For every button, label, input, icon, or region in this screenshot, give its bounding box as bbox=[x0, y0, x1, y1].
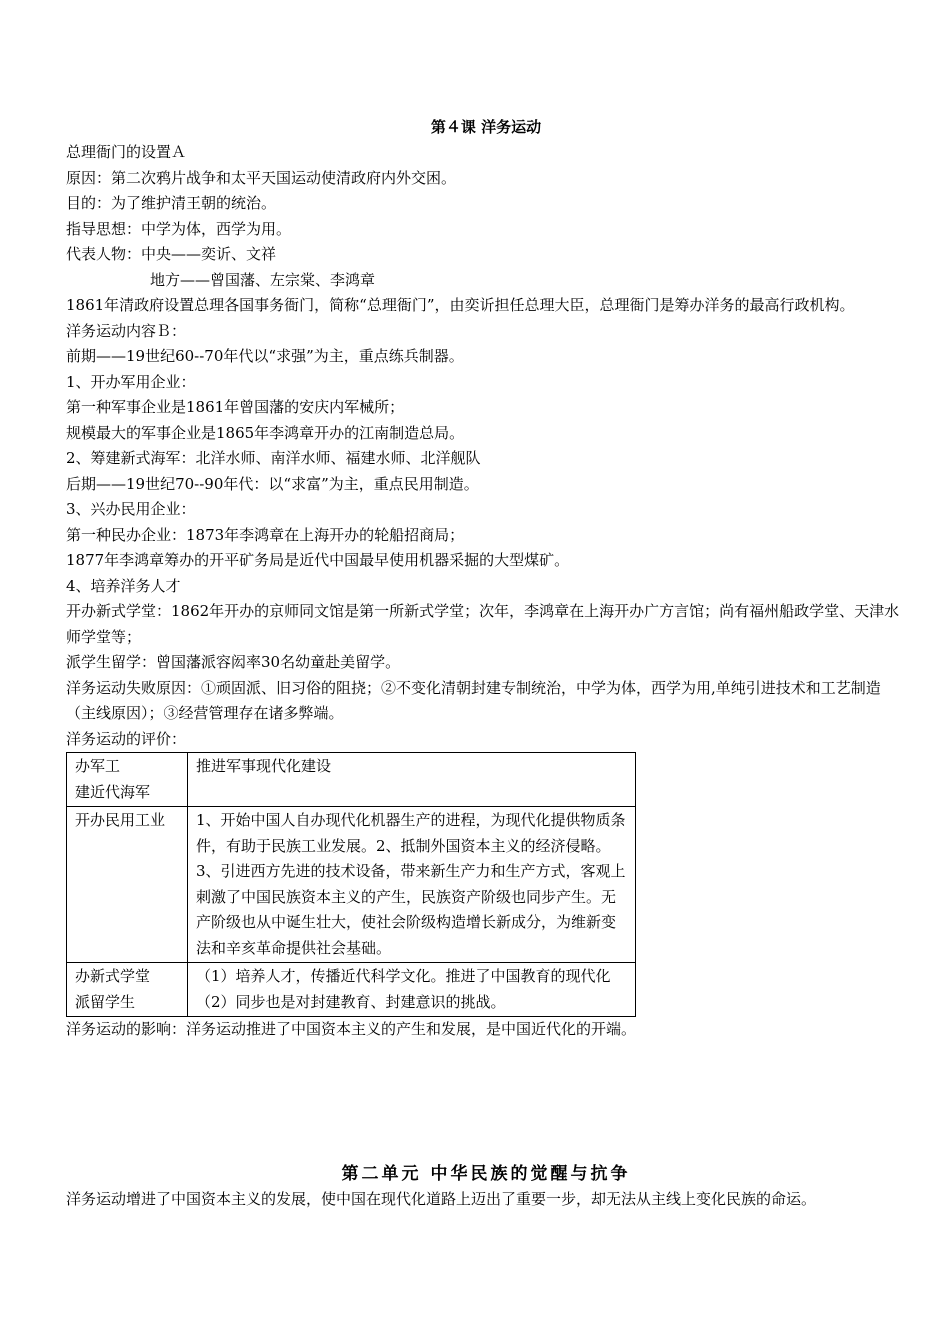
table-row bbox=[67, 807, 636, 963]
item1-heading: 1、开办军用企业： bbox=[66, 372, 196, 391]
aspect-text: 开办民用工业 bbox=[75, 811, 166, 829]
table-row bbox=[67, 963, 636, 1017]
evaluation-heading: 洋务运动的评价： bbox=[66, 729, 187, 748]
effect-cell: （1）培养人才，传播近代科学文化。推进了中国教育的现代化（2）同步也是对封建教育、封建意识的挑战。 bbox=[188, 963, 636, 1017]
aspect-cell bbox=[67, 753, 188, 807]
aspect-text: 办新式学堂 派留学生 bbox=[75, 967, 151, 1011]
item3-heading: 3、兴办民用企业： bbox=[66, 500, 196, 518]
item3-a: 第一种民办企业：1873年李鸿章在上海开办的轮船招商局； bbox=[66, 525, 465, 544]
aspect-text: 办军工 建近代海军 bbox=[75, 757, 151, 801]
early-period: 前期——19世纪60--70年代以“求强”为主，重点练兵制器。 bbox=[66, 347, 464, 365]
zongli-figures-central: 代表人物：中央——奕䜣、文祥 bbox=[66, 245, 277, 263]
zongli-reason: 原因：第二次鸦片战争和太平天国运动使清政府内外交困。 bbox=[66, 168, 457, 187]
content-heading: 洋务运动内容Ｂ： bbox=[66, 321, 187, 340]
item4-heading: 4、培养洋务人才 bbox=[66, 576, 181, 595]
late-period: 后期——19世纪70--90年代：以“求富”为主，重点民用制造。 bbox=[66, 474, 479, 493]
evaluation-table bbox=[66, 752, 636, 1017]
unit-title: 第二单元 中华民族的觉醒与抗争 bbox=[341, 1163, 631, 1184]
aspect-cell bbox=[67, 807, 188, 963]
influence: 洋务运动的影响：洋务运动推进了中国资本主义的产生和发展，是中国近代化的开端。 bbox=[66, 1020, 637, 1038]
table-row bbox=[67, 753, 636, 807]
failure-reasons: 洋务运动失败原因：①顽固派、旧习俗的阻挠；②不变化清朝封建专制统治，中学为体，西学为用,单纯引进技术和工艺制造（主线原因）；③经营管理存在诸多弊端。 bbox=[66, 678, 881, 722]
effect-cell: 推进军事现代化建设 bbox=[188, 753, 636, 807]
item4-a: 开办新式学堂：1862年开办的京师同文馆是第一所新式学堂；次年，李鸿章在上海开办广方言馆；尚有福州船政学堂、天津水师学堂等； bbox=[66, 602, 900, 646]
conclusion: 洋务运动增进了中国资本主义的发展，使中国在现代化道路上迈出了重要一步，却无法从主线上变化民族的命运。 bbox=[66, 1189, 817, 1208]
zongli-figures-local: 地方——曾国藩、左宗棠、李鸿章 bbox=[150, 270, 376, 289]
effect-cell: 1、开始中国人自办现代化机器生产的进程，为现代化提供物质条件，有助于民族工业发展。2、抵制外国资本主义的经济侵略。3、引进西方先进的技术设备，带来新生产力和生产方式，客观上刺激了中国民族资本主义的产生，民族资产阶级也同步产生。无产阶级也从中诞生壮大，使社会阶级构造增长新成分，为维新变法和辛亥革命提供社会基础。 bbox=[188, 807, 636, 963]
lesson-title: 第４课 洋务运动 bbox=[430, 118, 542, 136]
item4-b: 派学生留学：曾国藩派容闳率30名幼童赴美留学。 bbox=[66, 653, 401, 671]
item1-b: 规模最大的军事企业是1865年李鸿章开办的江南制造总局。 bbox=[66, 423, 465, 442]
zongli-establishment: 1861年清政府设置总理各国事务衙门，简称“总理衙门”，由奕䜣担任总理大臣，总理衙门是筹办洋务的最高行政机构。 bbox=[66, 296, 855, 314]
item3-b: 1877年李鸿章筹办的开平矿务局是近代中国最早使用机器采掘的大型煤矿。 bbox=[66, 551, 570, 569]
zongli-guideline: 指导思想：中学为体，西学为用。 bbox=[66, 219, 292, 238]
item2: 2、筹建新式海军：北洋水师、南洋水师、福建水师、北洋舰队 bbox=[66, 449, 481, 467]
aspect-cell bbox=[67, 963, 188, 1017]
item1-a: 第一种军事企业是1861年曾国藩的安庆内军械所； bbox=[66, 398, 405, 416]
zongli-purpose: 目的：为了维护清王朝的统治。 bbox=[66, 194, 277, 212]
document-page bbox=[66, 114, 906, 1212]
zongli-heading: 总理衙门的设置Ａ bbox=[66, 143, 187, 161]
blank-space bbox=[66, 1043, 906, 1161]
